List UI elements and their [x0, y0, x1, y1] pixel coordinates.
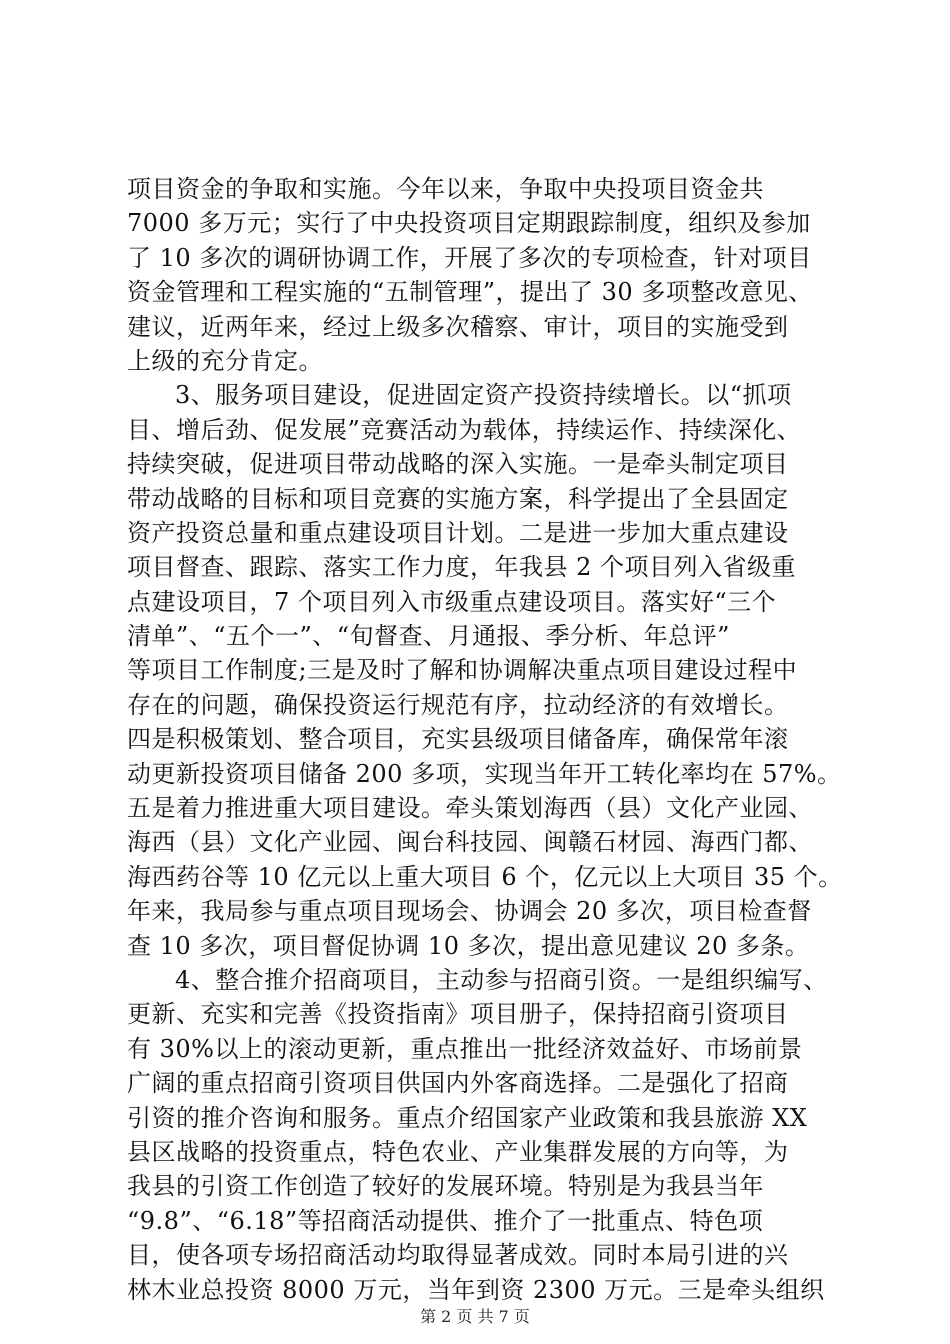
text-line: “9.8”、“6.18”等招商活动提供、推介了一批重点、特色项: [127, 1206, 764, 1235]
text-line: 清单”、“五个一”、“旬督查、月通报、季分析、年总评”: [127, 622, 730, 651]
text-line: 引资的推介咨询和服务。重点介绍国家产业政策和我县旅游 XX: [127, 1103, 808, 1132]
text-line: 目、增后劲、促发展”竞赛活动为载体，持续运作、持续深化、: [127, 415, 802, 444]
text-line: 动更新投资项目储备 200 多项，实现当年开工转化率均在 57%。: [127, 759, 842, 788]
text-line: 资产投资总量和重点建设项目计划。二是进一步加大重点建设: [127, 518, 789, 547]
text-line: 资金管理和工程实施的“五制管理”，提出了 30 多项整改意见、: [127, 278, 813, 307]
text-line: 存在的问题，确保投资运行规范有序，拉动经济的有效增长。: [127, 690, 789, 719]
text-line: 四是积极策划、整合项目，充实县级项目储备库，确保常年滚: [127, 725, 789, 754]
text-line: 持续突破，促进项目带动战略的深入实施。一是牵头制定项目: [127, 450, 789, 479]
text-line: 林木业总投资 8000 万元，当年到资 2300 万元。三是牵头组织: [127, 1275, 825, 1304]
text-line: 建议，近两年来，经过上级多次稽察、审计，项目的实施受到: [127, 312, 789, 341]
text-line: 海西（县）文化产业园、闽台科技园、闽赣石材园、海西门都、: [127, 828, 813, 857]
paragraph-start-line: 3、服务项目建设，促进固定资产投资持续增长。以“抓项: [175, 381, 792, 410]
text-line: 五是着力推进重大项目建设。牵头策划海西（县）文化产业园、: [127, 794, 813, 823]
text-line: 项目资金的争取和实施。今年以来，争取中央投项目资金共: [127, 175, 764, 203]
text-line: 7000 多万元；实行了中央投资项目定期跟踪制度，组织及参加: [127, 209, 811, 238]
text-line: 上级的充分肯定。: [127, 346, 323, 375]
page-footer: 第 2 页 共 7 页: [420, 1307, 530, 1326]
body-text: [127, 172, 843, 1307]
text-line: 广阔的重点招商引资项目供国内外客商选择。二是强化了招商: [127, 1069, 789, 1098]
text-line: 查 10 多次，项目督促协调 10 多次，提出意见建议 20 多条。: [127, 931, 810, 960]
text-line: 有 30%以上的滚动更新，重点推出一批经济效益好、市场前景: [127, 1034, 803, 1063]
text-line: 更新、充实和完善《投资指南》项目册子，保持招商引资项目: [127, 1000, 789, 1029]
text-line: 等项目工作制度;三是及时了解和协调解决重点项目建设过程中: [127, 656, 798, 685]
text-line: 项目督查、跟踪、落实工作力度，年我县 2 个项目列入省级重: [127, 553, 797, 582]
paragraph-start-line: 4、整合推介招商项目，主动参与招商引资。一是组织编写、: [175, 965, 828, 994]
text-line: 年来，我局参与重点项目现场会、协调会 20 多次，项目检查督: [127, 897, 812, 926]
text-line: 海西药谷等 10 亿元以上重大项目 6 个，亿元以上大项目 35 个。: [127, 862, 843, 891]
text-line: 点建设项目，7 个项目列入市级重点建设项目。落实好“三个: [127, 587, 777, 616]
text-line: 目，使各项专场招商活动均取得显著成效。同时本局引进的兴: [127, 1241, 789, 1270]
text-line: 了 10 多次的调研协调工作，开展了多次的专项检查，针对项目: [127, 243, 812, 272]
text-line: 我县的引资工作创造了较好的发展环境。特别是为我县当年: [127, 1172, 764, 1201]
text-line: 县区战略的投资重点，特色农业、产业集群发展的方向等，为: [127, 1137, 789, 1166]
text-line: 带动战略的目标和项目竞赛的实施方案，科学提出了全县固定: [127, 484, 789, 513]
